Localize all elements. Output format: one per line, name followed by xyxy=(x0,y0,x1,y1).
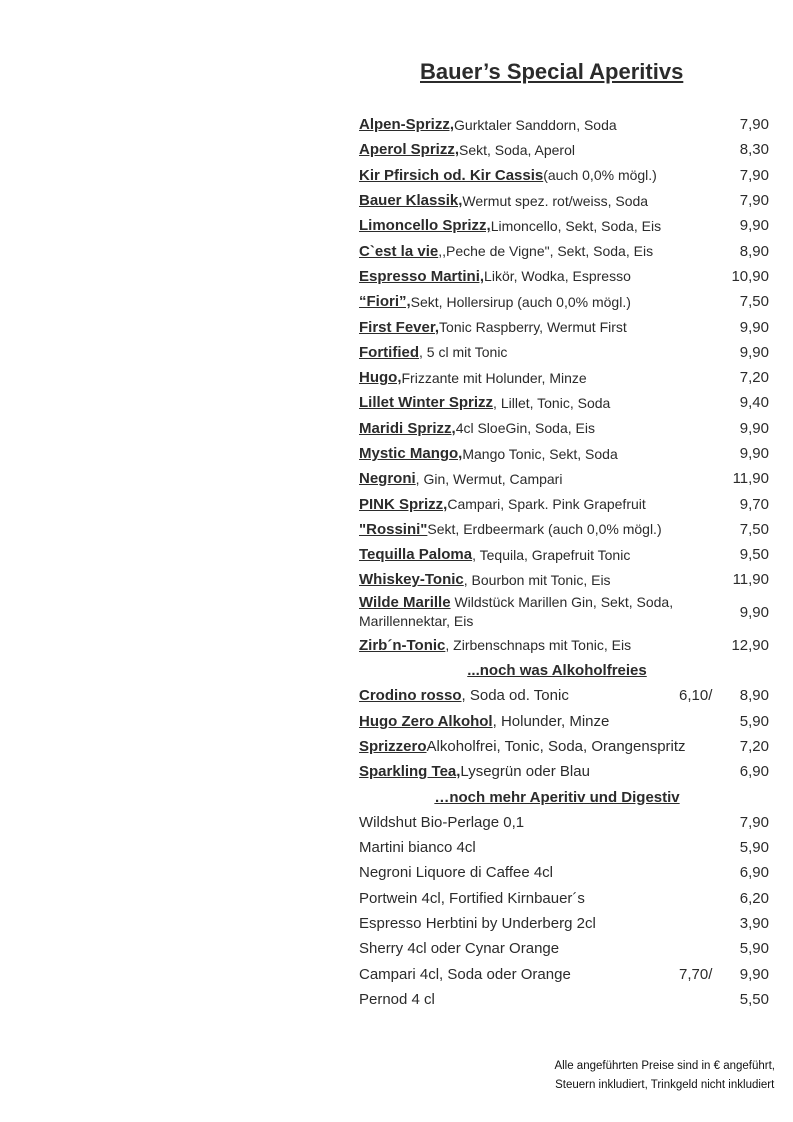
item-price: 7,50 xyxy=(739,293,769,311)
menu-item xyxy=(359,517,769,542)
item-desc: Campari, Spark. Pink Grapefruit xyxy=(447,496,646,513)
menu-item xyxy=(359,886,769,911)
item-name: C`est la vie xyxy=(359,242,439,260)
item-price: 11,90 xyxy=(732,571,769,589)
item-name: Hugo Zero Alkohol xyxy=(359,712,493,730)
item-name: Sparkling Tea, xyxy=(359,763,461,781)
item-desc: Alkoholfrei, Tonic, Soda, Orangenspritz xyxy=(426,737,686,755)
item-price: 7,90 xyxy=(739,813,769,831)
item-desc: Lysegrün oder Blau xyxy=(460,763,590,781)
item-name: Kir Pfirsich od. Kir Cassis xyxy=(359,166,544,184)
item-name: Wilde Marille xyxy=(359,593,451,611)
item-price: 10,90 xyxy=(731,267,769,285)
item-desc: Likör, Wodka, Espresso xyxy=(484,268,631,285)
menu-item xyxy=(359,289,769,314)
menu-item xyxy=(359,759,769,784)
item-price: 7,90 xyxy=(739,192,769,210)
item-desc: , Zirbenschnaps mit Tonic, Eis xyxy=(445,637,632,654)
item-name: Tequilla Paloma xyxy=(359,546,473,564)
item-desc: Frizzante mit Holunder, Minze xyxy=(401,369,587,386)
item-desc: Sekt, Hollersirup (auch 0,0% mögl.) xyxy=(410,293,631,310)
menu-item xyxy=(359,987,769,1012)
item-desc: , 5 cl mit Tonic xyxy=(419,344,508,361)
item-alt-price: 6,10/ xyxy=(679,687,713,705)
item-desc: Pernod 4 cl xyxy=(359,990,435,1008)
item-desc: Wermut spez. rot/weiss, Soda xyxy=(462,192,649,209)
menu-item xyxy=(359,188,769,213)
menu-item xyxy=(359,238,769,263)
footnote-line: Alle angeführten Preise sind in € angeführt, xyxy=(554,1060,775,1072)
item-name: Crodino rosso xyxy=(359,687,462,705)
item-price: 9,90 xyxy=(739,217,769,235)
menu-item xyxy=(359,911,769,936)
item-name: Sprizzero xyxy=(359,737,427,755)
item-desc: , Gin, Wermut, Campari xyxy=(415,470,563,487)
item-price: 7,20 xyxy=(739,369,769,387)
footnote-line: Steuern inkludiert, Trinkgeld nicht inkludiert xyxy=(555,1079,775,1091)
menu-item xyxy=(359,936,769,961)
item-price: 5,90 xyxy=(739,712,769,730)
item-desc: Martini bianco 4cl xyxy=(359,839,476,857)
item-price: 6,90 xyxy=(739,763,769,781)
item-price: 9,90 xyxy=(739,419,769,437)
item-desc: , Lillet, Tonic, Soda xyxy=(493,394,611,411)
item-price: 3,90 xyxy=(739,915,769,933)
item-name: Bauer Klassik, xyxy=(359,192,463,210)
menu-item xyxy=(359,810,769,835)
item-desc: Sherry 4cl oder Cynar Orange xyxy=(359,940,560,958)
menu-item xyxy=(359,340,769,365)
item-price: 6,90 xyxy=(739,864,769,882)
menu-item xyxy=(359,390,769,415)
item-desc: , Holunder, Minze xyxy=(492,712,610,730)
item-price: 9,70 xyxy=(739,495,769,513)
item-price: 8,90 xyxy=(739,242,769,260)
item-price: 7,90 xyxy=(739,166,769,184)
menu-item xyxy=(359,416,769,441)
item-name: Mystic Mango, xyxy=(359,445,463,462)
item-price: 7,90 xyxy=(739,116,769,134)
item-text xyxy=(359,593,704,631)
item-desc: Wildshut Bio-Perlage 0,1 xyxy=(359,813,525,831)
menu-item xyxy=(359,709,769,734)
item-price: 9,90 xyxy=(739,318,769,336)
item-price: 9,90 xyxy=(739,343,769,361)
item-name: Zirb´n-Tonic xyxy=(359,636,446,654)
item-desc: Sekt, Soda, Aperol xyxy=(459,141,575,158)
menu-item xyxy=(359,593,769,633)
item-name: Negroni xyxy=(359,470,416,488)
menu-item xyxy=(359,264,769,289)
item-price: 12,90 xyxy=(731,636,769,654)
menu-item xyxy=(359,137,769,162)
item-desc: , Soda od. Tonic xyxy=(461,687,569,705)
section-heading-alcoholfree: ...noch was Alkoholfreies xyxy=(467,662,647,680)
item-desc: Negroni Liquore di Caffee 4cl xyxy=(359,864,554,882)
item-desc: Limoncello, Sekt, Soda, Eis xyxy=(490,217,662,234)
item-desc: Wildstück Marillen Gin, Sekt, Soda, Marillennektar, Eis xyxy=(359,593,674,629)
item-name: Hugo, xyxy=(359,369,402,387)
item-price: 9,50 xyxy=(739,546,769,564)
item-name: Lillet Winter Sprizz xyxy=(359,394,494,412)
menu-item xyxy=(359,860,769,885)
menu-item xyxy=(359,466,769,491)
item-name: Espresso Martini, xyxy=(359,267,485,285)
item-price: 8,90 xyxy=(739,687,769,705)
menu-item xyxy=(359,163,769,188)
item-name: PINK Sprizz, xyxy=(359,495,448,513)
item-price: 7,20 xyxy=(739,737,769,755)
section-heading-digestiv: …noch mehr Aperitiv und Digestiv xyxy=(434,788,680,806)
item-price: 5,90 xyxy=(739,940,769,958)
item-name: First Fever, xyxy=(359,318,440,336)
item-desc: ,,Peche de Vigne", Sekt, Soda, Eis xyxy=(438,243,654,260)
item-desc: 4cl SloeGin, Soda, Eis xyxy=(455,420,595,437)
item-name: Maridi Sprizz, xyxy=(359,419,456,437)
item-price: 6,20 xyxy=(739,889,769,907)
menu-title: Bauer’s Special Aperitivs xyxy=(420,59,684,84)
item-name: Aperol Sprizz, xyxy=(359,141,460,159)
menu-item xyxy=(359,835,769,860)
item-price: 9,90 xyxy=(739,445,769,462)
menu-item xyxy=(359,567,769,592)
menu-item xyxy=(359,542,769,567)
menu-item xyxy=(359,314,769,339)
menu-item xyxy=(359,365,769,390)
item-price: 8,30 xyxy=(739,141,769,159)
menu-item xyxy=(359,491,769,516)
item-desc: (auch 0,0% mögl.) xyxy=(543,167,657,184)
item-price: 7,50 xyxy=(739,520,769,538)
item-desc: Portwein 4cl, Fortified Kirnbauer´s xyxy=(359,889,585,907)
item-desc: Campari 4cl, Soda oder Orange xyxy=(359,965,571,983)
item-name: Alpen-Sprizz, xyxy=(359,116,455,134)
item-name: Fortified xyxy=(359,343,419,361)
item-desc: Mango Tonic, Sekt, Soda xyxy=(462,445,618,462)
item-desc: , Bourbon mit Tonic, Eis xyxy=(463,571,611,588)
menu-item xyxy=(359,633,769,658)
menu-item xyxy=(359,683,769,708)
item-price: 11,90 xyxy=(732,470,769,488)
menu-list xyxy=(359,112,769,1012)
item-desc: , Tequila, Grapefruit Tonic xyxy=(472,546,631,563)
item-alt-price: 7,70/ xyxy=(679,965,713,983)
menu-item xyxy=(359,213,769,238)
item-name: Whiskey-Tonic xyxy=(359,571,464,589)
item-price: 5,90 xyxy=(739,839,769,857)
menu-item xyxy=(359,112,769,137)
item-desc: Espresso Herbtini by Underberg 2cl xyxy=(359,915,596,933)
item-name: "Rossini" xyxy=(359,520,428,538)
item-price: 5,50 xyxy=(739,990,769,1008)
item-name: Limoncello Sprizz, xyxy=(359,217,491,235)
item-desc: Sekt, Erdbeermark (auch 0,0% mögl.) xyxy=(427,521,662,538)
item-name: “Fiori”, xyxy=(359,293,411,311)
item-price: 9,90 xyxy=(739,604,769,622)
menu-item xyxy=(359,734,769,759)
item-price: 9,40 xyxy=(739,394,769,412)
menu-item xyxy=(359,441,769,466)
price-footnote xyxy=(554,1057,775,1095)
menu-item xyxy=(359,962,769,987)
item-price: 9,90 xyxy=(739,965,769,983)
item-desc: Gurktaler Sanddorn, Soda xyxy=(454,116,617,133)
item-desc: Tonic Raspberry, Wermut First xyxy=(439,319,627,336)
